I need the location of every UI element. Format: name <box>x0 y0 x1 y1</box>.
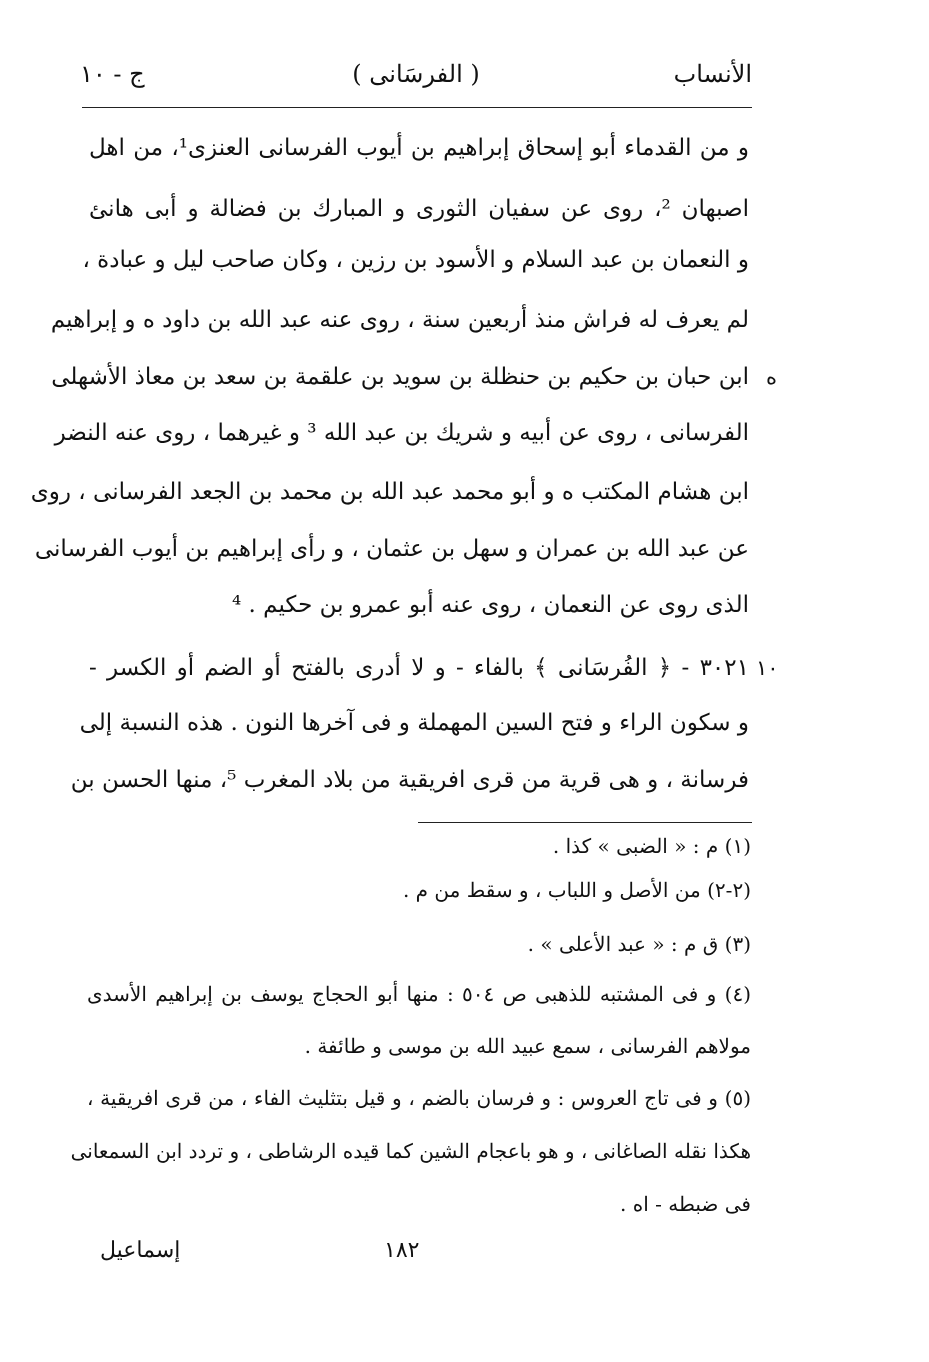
text-line: الذى روى عن النعمان ، روى عنه أبو عمرو بن حكيم . ⁴ <box>231 592 749 618</box>
footnote: (٥) و فى تاج العروس : و فرسان بالضم ، و قيل بتثليث الفاء ، من قرى افريقية ، <box>87 1086 751 1110</box>
footer-signature: إسماعيل <box>100 1238 181 1263</box>
text-line: لم يعرف له فراش منذ أربعين سنة ، روى عنه عبد الله بن داود ه و إبراهيم <box>50 307 749 333</box>
footnote-rule <box>418 822 752 823</box>
text-line: عن عبد الله بن عمران و سهل بن عثمان ، و رأى إبراهيم بن أيوب الفرسانى <box>34 536 749 562</box>
text-line: ٣٠٢١ - ﴿ الفُرسَانى ﴾ بالفاء - و لا أدرى بالفتح أو الضم أو الكسر - <box>89 655 749 681</box>
footnote-continuation: فى ضبطه - اه . <box>620 1192 751 1216</box>
footnote: (٤) و فى المشتبه للذهبى ص ٥٠٤ : منها أبو الحجاج يوسف بن إبراهيم الأسدى <box>87 982 752 1006</box>
text-line: و النعمان بن عبد السلام و الأسود بن رزين ، وكان صاحب ليل و عبادة ، <box>82 247 749 273</box>
footnote: (٢-٢) من الأصل و اللباب ، و سقط من م . <box>402 878 751 902</box>
text-line: و من القدماء أبو إسحاق إبراهيم بن أيوب الفرسانى العنزى¹، من اهل <box>89 135 750 161</box>
text-line: فرسانة ، و هى قرية من قرى افريقية من بلاد المغرب ⁵، منها الحسن بن <box>70 767 749 793</box>
text-line: اصبهان ²، روى عن سفيان الثورى و المبارك بن فضالة و أبى هانئ <box>89 196 749 222</box>
text-line: ابن حبان بن حكيم بن حنظلة بن سويد بن علقمة بن سعد بن معاذ الأشهلى <box>51 364 749 390</box>
text-line: ابن هشام المكتب ه و أبو محمد عبد الله بن محمد بن الجعد الفرسانى ، روى <box>30 479 749 505</box>
footnote-continuation: مولاهم الفرسانى ، سمع عبيد الله بن موسى و طائفة . <box>304 1034 751 1058</box>
text-line: و سكون الراء و فتح السين المهملة و فى آخرها النون . هذه النسبة إلى <box>79 710 749 736</box>
header-rule <box>82 107 752 108</box>
footnote: (٣) ق م : « عبد الأعلى » . <box>527 932 751 956</box>
footnote: (١) م : « الضبى » كذا . <box>552 834 751 858</box>
line-number-5: ه <box>766 365 778 389</box>
header-book-title: الأنساب <box>673 60 752 88</box>
footnote-continuation: هكذا نقله الصاغانى ، و هو باعجام الشين كما قيده الرشاطى ، و تردد ابن السمعانى <box>70 1139 751 1163</box>
header-volume: ج - ١٠ <box>80 60 145 88</box>
text-line: الفرسانى ، روى عن أبيه و شريك بن عبد الله ³ و غيرهما ، روى عنه النضر <box>54 420 749 446</box>
line-number-10: ١٠ <box>756 656 779 680</box>
running-header <box>80 60 752 104</box>
page-number: ١٨٢ <box>384 1238 420 1263</box>
header-section-title: ( الفرسَانى ) <box>352 60 480 88</box>
